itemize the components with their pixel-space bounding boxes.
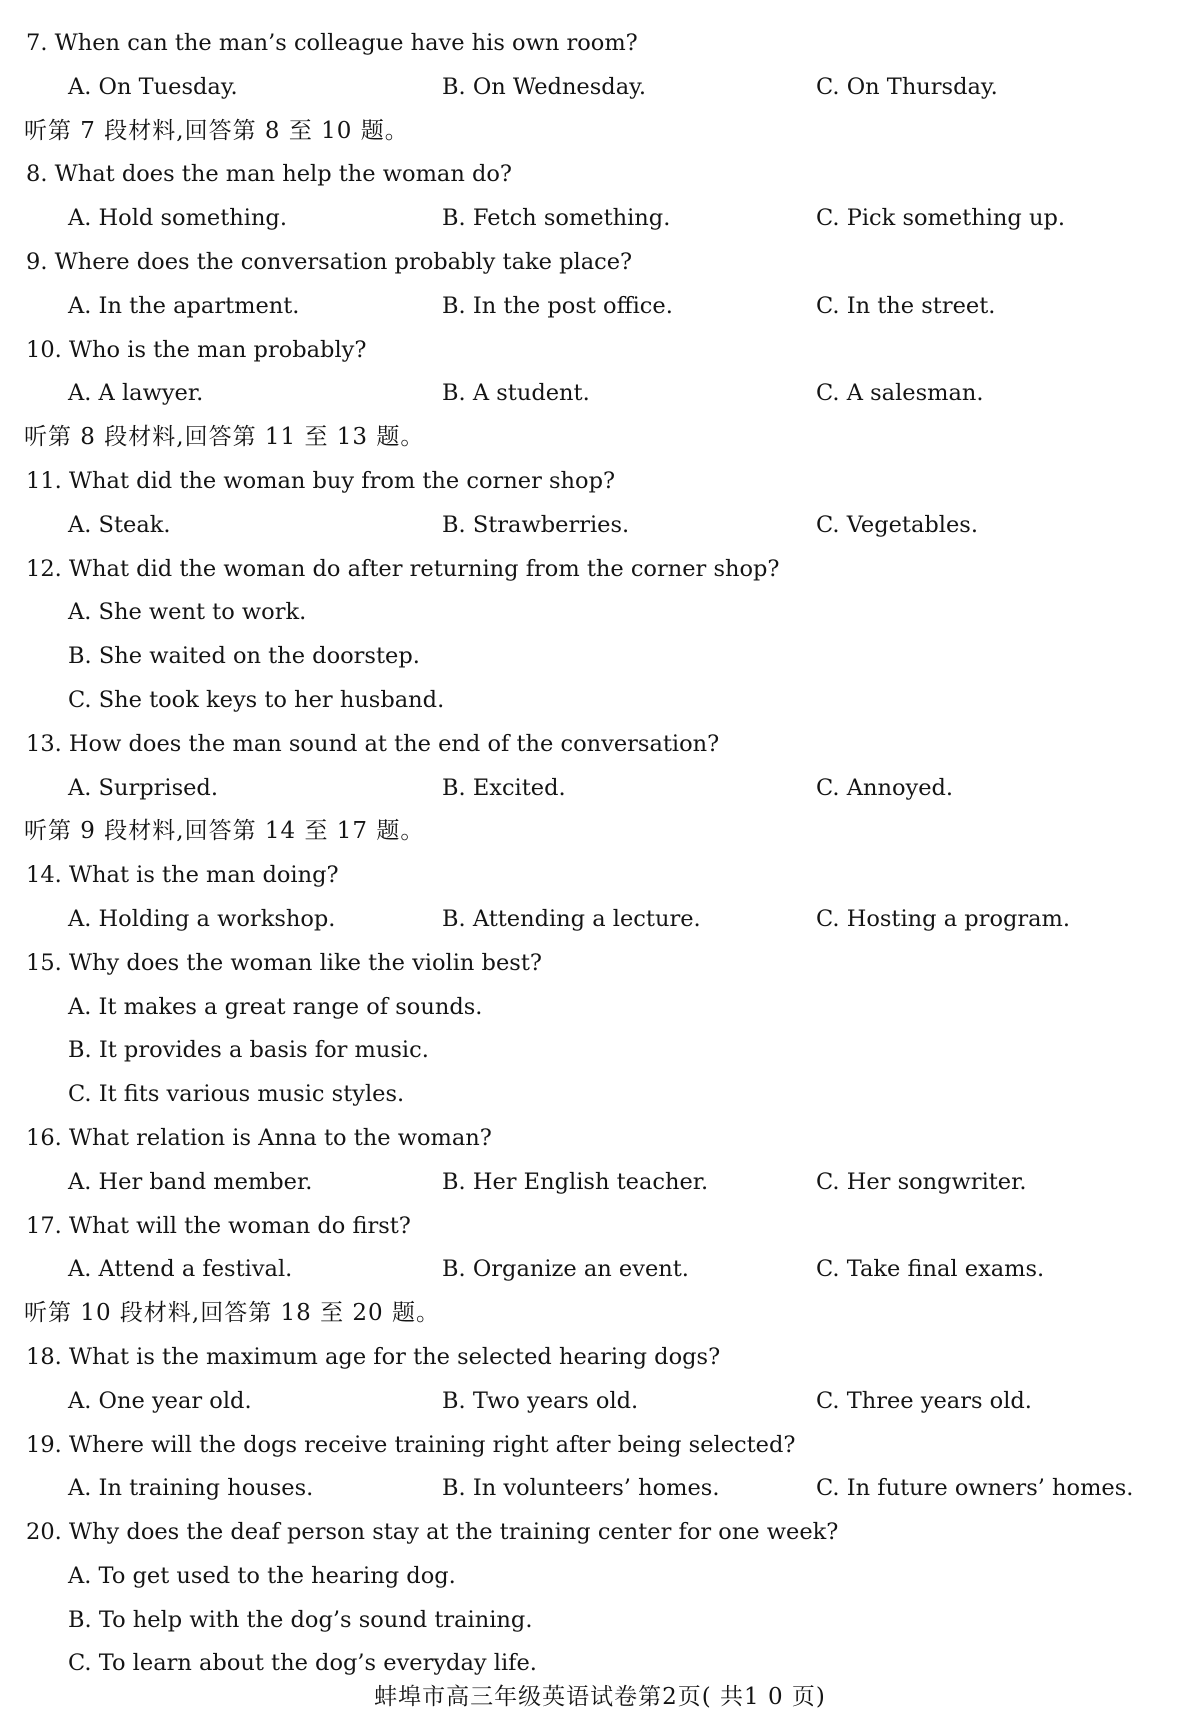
option-c: C. Three years old. (816, 1387, 1032, 1414)
option-b: B. In volunteers’ homes. (442, 1475, 720, 1502)
option-a: A. A lawyer. (68, 380, 204, 407)
option-b: B. In the post office. (442, 292, 673, 319)
question-10: 10. Who is the man probably? (26, 336, 367, 363)
question-11-options (24, 504, 1174, 548)
question-16: 16. What relation is Anna to the woman? (26, 1124, 492, 1151)
question-10-options (24, 372, 1174, 416)
option-a: A. One year old. (68, 1387, 252, 1414)
option-b: B. Excited. (442, 774, 566, 801)
section-heading-7: 听第 7 段材料,回答第 8 至 10 题。 (24, 117, 409, 144)
question-7: 7. When can the man’s colleague have his own room? (26, 30, 638, 56)
question-list (24, 22, 1174, 1686)
question-7-options (24, 66, 1174, 110)
option-a: A. Hold something. (68, 205, 287, 232)
option-a: A. She went to work. (68, 599, 307, 626)
question-14-options (24, 898, 1174, 942)
option-c: C. A salesman. (816, 380, 984, 407)
question-9-options (24, 285, 1174, 329)
question-9: 9. Where does the conversation probably take place? (26, 248, 633, 275)
question-13-options (24, 767, 1174, 811)
option-c: C. It fits various music styles. (68, 1081, 405, 1108)
option-c: C. To learn about the dog’s everyday life. (68, 1650, 537, 1677)
option-b: B. To help with the dog’s sound training. (68, 1606, 533, 1633)
section-heading-9: 听第 9 段材料,回答第 14 至 17 题。 (24, 818, 425, 845)
option-c: C. Take final exams. (816, 1256, 1045, 1283)
option-c: C. Her songwriter. (816, 1168, 1027, 1195)
question-18-options (24, 1380, 1174, 1424)
question-20: 20. Why does the deaf person stay at the training center for one week? (26, 1519, 839, 1546)
option-c: C. She took keys to her husband. (68, 686, 445, 713)
option-c: C. On Thursday. (816, 73, 998, 100)
option-a: A. In training houses. (68, 1475, 314, 1502)
question-17-options (24, 1248, 1174, 1292)
option-a: A. Her band member. (68, 1168, 313, 1195)
option-b: B. On Wednesday. (442, 73, 646, 100)
question-8: 8. What does the man help the woman do? (26, 161, 512, 188)
option-a: A. In the apartment. (68, 292, 300, 319)
option-a: A. On Tuesday. (68, 73, 238, 100)
question-13: 13. How does the man sound at the end of the conversation? (26, 730, 720, 757)
question-12: 12. What did the woman do after returning from the corner shop? (26, 555, 780, 582)
option-b: B. Her English teacher. (442, 1168, 709, 1195)
question-19-options (24, 1467, 1174, 1511)
option-c: C. Hosting a program. (816, 905, 1071, 932)
option-b: B. Strawberries. (442, 511, 630, 538)
question-17: 17. What will the woman do first? (26, 1212, 411, 1239)
option-b: B. Fetch something. (442, 205, 671, 232)
question-14: 14. What is the man doing? (26, 862, 339, 889)
option-c: C. In the street. (816, 292, 996, 319)
option-a: A. Attend a festival. (68, 1256, 293, 1283)
page-footer: 蚌埠市高三年级英语试卷第2页( 共1 0 页) (374, 1684, 826, 1710)
option-c: C. Annoyed. (816, 774, 954, 801)
question-11: 11. What did the woman buy from the corner shop? (26, 467, 616, 494)
section-heading-10: 听第 10 段材料,回答第 18 至 20 题。 (24, 1300, 440, 1327)
option-a: A. It makes a great range of sounds. (68, 993, 483, 1020)
option-b: B. Attending a lecture. (442, 905, 701, 932)
question-15: 15. Why does the woman like the violin best? (26, 949, 542, 976)
option-b: B. It provides a basis for music. (68, 1037, 429, 1064)
option-a: A. Steak. (68, 511, 171, 538)
option-a: A. To get used to the hearing dog. (68, 1562, 456, 1589)
question-8-options (24, 197, 1174, 241)
option-c: C. Pick something up. (816, 205, 1066, 232)
option-b: B. A student. (442, 380, 590, 407)
option-a: A. Holding a workshop. (68, 905, 336, 932)
option-b: B. She waited on the doorstep. (68, 643, 420, 670)
question-16-options (24, 1161, 1174, 1205)
question-18: 18. What is the maximum age for the selected hearing dogs? (26, 1343, 721, 1370)
option-a: A. Surprised. (68, 774, 218, 801)
question-19: 19. Where will the dogs receive training right after being selected? (26, 1431, 796, 1458)
option-b: B. Organize an event. (442, 1256, 689, 1283)
option-c: C. Vegetables. (816, 511, 979, 538)
option-b: B. Two years old. (442, 1387, 639, 1414)
section-heading-8: 听第 8 段材料,回答第 11 至 13 题。 (24, 424, 425, 451)
option-c: C. In future owners’ homes. (816, 1475, 1134, 1502)
